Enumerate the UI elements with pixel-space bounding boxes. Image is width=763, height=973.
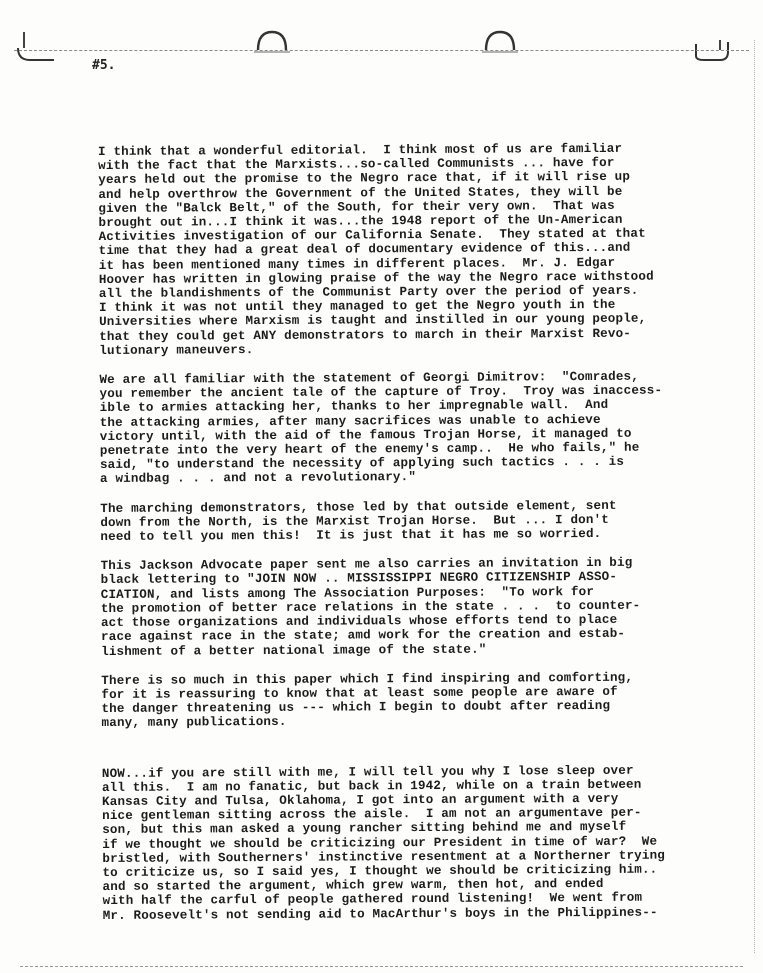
text-line: Kansas City and Tulsa, Oklahoma, I got into an argument with a very	[101, 791, 619, 809]
text-line: it has been mentioned many times in different places. Mr. J. Edgar	[98, 255, 616, 273]
text-line: We are all familiar with the statement of Georgi Dimitrov: "Comrades,	[99, 369, 639, 388]
text-line: the promotion of better race relations in the state . . . to counter-	[100, 598, 641, 616]
text-line: brought out in...I think it was...the 1948 report of the Un-American	[98, 212, 623, 231]
text-line: I think that a wonderful editorial. I think most of us are familiar	[98, 141, 623, 159]
text-line: penetrate into the very heart of the enemy's camp.. He who fails," he	[99, 440, 640, 459]
text-line: to criticize us, so I said yes, I thought we should be criticizing him..	[102, 862, 658, 880]
text-line: all this. I am no fanatic, but back in 1942, while on a train between	[101, 777, 642, 795]
text-line: many, many publications.	[101, 715, 287, 731]
text-line: for it is reassuring to know that at least some people are aware of	[101, 684, 618, 702]
text-line: race against race in the state; amd work for the creation and estab-	[100, 627, 626, 645]
text-line: Universities where Marxism is taught and instilled in our young people,	[99, 312, 647, 330]
text-line: Hoover has written in glowing praise of the way the Negro race withstood	[98, 269, 654, 287]
text-line: that they could get ANY demonstrators to march in their Marxist Revo-	[99, 326, 632, 344]
page-number: #5.	[92, 58, 116, 73]
text-line: Mr. Roosevelt's not sending aid to MacArthur's boys in the Philippines--	[102, 905, 658, 923]
text-line: I think it was not until they managed to get the Negro youth in the	[98, 298, 616, 316]
text-line: NOW...if you are still with me, I will tell you why I lose sleep over	[101, 763, 634, 781]
text-line: if we thought we should be criticizing our President in time of war? We	[102, 834, 658, 852]
typed-body	[98, 141, 743, 938]
page-bottom-rule	[20, 966, 743, 967]
page-top-rule	[14, 50, 749, 51]
binder-ring-icon	[690, 26, 734, 62]
text-line: nice gentleman sitting across the aisle. I am not an argumentave per-	[102, 805, 642, 824]
text-line: There is so much in this paper which I find inspiring and comforting,	[101, 670, 634, 688]
text-line: and so started the argument, which grew warm, then hot, and ended	[102, 877, 604, 895]
text-line: all the blandishments of the Communist Party over the period of years.	[98, 283, 639, 302]
text-line: son, but this man asked a young rancher sitting behind me and myself	[102, 820, 627, 838]
text-line: said, "to understand the necessity of applying such tactics . . . is	[99, 455, 625, 473]
paragraph	[99, 369, 740, 487]
binder-ring-icon	[250, 26, 294, 62]
text-line: act those organizations and individuals whose efforts tend to place	[100, 612, 618, 631]
text-line: with half the carful of people gathered round listening! We went from	[102, 891, 643, 909]
paragraph	[98, 141, 739, 358]
text-line: CIATION, and lists among The Association Purposes: "To work for	[100, 584, 595, 602]
text-line: Activities investigation of our California Senate. They stated at that	[98, 226, 646, 245]
binder-ring-icon	[478, 26, 522, 62]
paragraph	[101, 555, 742, 658]
page-edge	[754, 40, 755, 953]
text-line: you remember the ancient tale of the capture of Troy. Troy was inaccess-	[99, 383, 663, 402]
text-line: a windbag . . . and not a revolutionary."	[100, 470, 417, 487]
text-line: lishment of a better national image of the state."	[101, 642, 487, 659]
text-line: black lettering to "JOIN NOW .. MISSISSIPPI NEGRO CITIZENSHIP ASSO-	[100, 570, 618, 588]
text-line: years held out the promise to the Negro race that, if it will rise up	[98, 170, 631, 188]
text-line: ible to armies attacking her, thanks to her impregnable wall. And	[99, 398, 609, 416]
text-line: and help overthrow the Government of the United States, they will be	[98, 184, 623, 202]
text-line: need to tell you men this! It is just that it has me so worried.	[100, 527, 602, 545]
paragraph	[100, 498, 740, 545]
text-line: time that they had a great deal of documentary evidence of this...and	[98, 241, 631, 259]
text-line: victory until, with the aid of the famous Trojan Horse, it managed to	[99, 426, 632, 444]
binder-ring-icon	[14, 26, 58, 62]
text-line: The marching demonstrators, those led by that outside element, sent	[100, 498, 617, 516]
text-line: given the "Balck Belt," of the South, for their very own. That was	[98, 198, 615, 216]
text-line: down from the North, is the Marxist Trojan Horse. But ... I don't	[100, 512, 610, 530]
text-line: the attacking armies, after many sacrifices was unable to achieve	[99, 412, 601, 430]
text-line: lutionary maneuvers.	[99, 342, 254, 358]
paragraph	[101, 670, 741, 731]
text-line: This Jackson Advocate paper sent me also carries an invitation in big	[100, 556, 633, 574]
text-line: bristled, with Southerners' instinctive resentment at a Northerner trying	[102, 848, 666, 866]
text-line: the danger threatening us --- which I begin to doubt after reading	[101, 698, 611, 717]
paragraph	[102, 763, 743, 923]
text-line: with the fact that the Marxists...so-called Communists ... have for	[98, 156, 615, 174]
